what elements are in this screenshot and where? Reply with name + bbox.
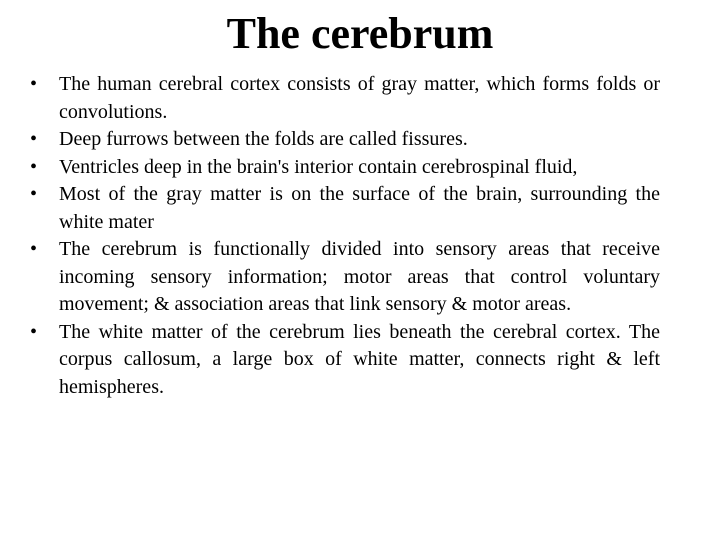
bullet-icon: • — [30, 128, 38, 150]
bullet-icon: • — [30, 155, 38, 178]
bullet-icon: • — [30, 320, 38, 343]
bullet-list — [30, 71, 660, 401]
bullet-text: The cerebrum is functionally divided into sensory areas that receive incoming sensory information; motor areas that control voluntary movement; & association areas that link sensory & motor areas. — [59, 238, 660, 315]
bullet-icon: • — [30, 183, 38, 205]
bullet-text: Most of the gray matter is on the surface of the brain, surrounding the white mater — [59, 183, 660, 233]
bullet-item — [30, 181, 660, 236]
bullet-item — [30, 126, 660, 154]
bullet-icon: • — [30, 73, 38, 95]
bullet-text: Ventricles deep in the brain's interior contain cerebrospinal fluid, — [59, 155, 578, 178]
bullet-item — [30, 154, 660, 182]
bullet-item — [30, 236, 660, 319]
bullet-item — [30, 71, 660, 126]
bullet-item — [30, 319, 660, 402]
bullet-text: The white matter of the cerebrum lies beneath the cerebral cortex. The corpus callosum, a large box of white matter, connects right & left hemispheres. — [59, 320, 660, 398]
slide-title: The cerebrum — [226, 9, 494, 58]
bullet-icon: • — [30, 238, 38, 260]
bullet-text: The human cerebral cortex consists of gray matter, which forms folds or convolutions. — [59, 73, 660, 123]
bullet-text: Deep furrows between the folds are called fissures. — [59, 128, 468, 150]
